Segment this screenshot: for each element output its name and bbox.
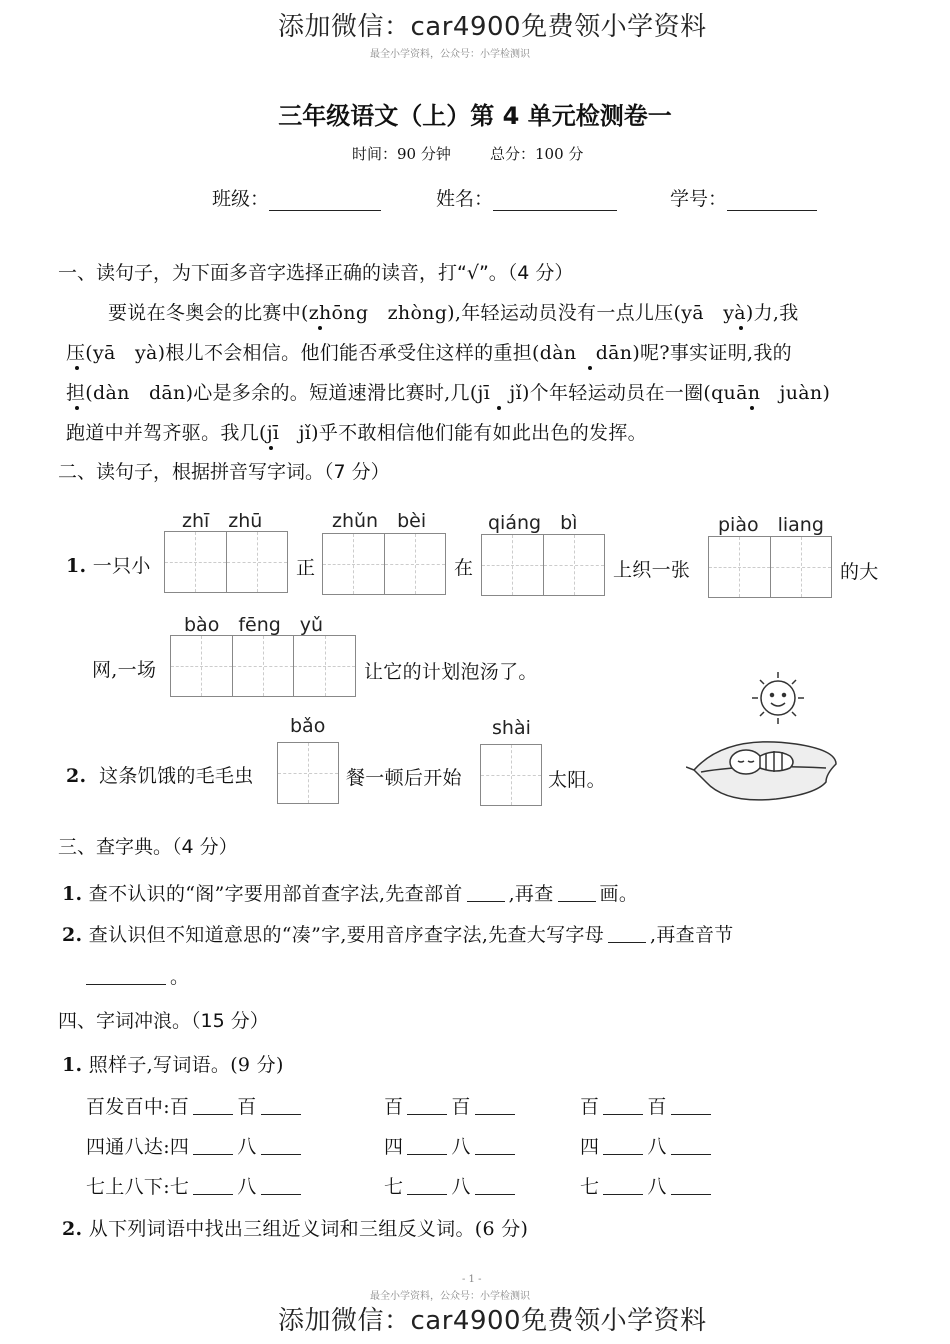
s4-q2: [62, 1214, 528, 1241]
s4-row-2: 四通八达:四 八: [86, 1132, 305, 1159]
watermark-top: 添加微信：car4900免费领小学资料: [278, 12, 707, 42]
word-blank[interactable]: [261, 1113, 301, 1115]
time-label: 时间：90 分钟: [352, 145, 451, 163]
s2-q2-part-c: 太阳。: [548, 769, 606, 791]
word-blank[interactable]: [261, 1153, 301, 1155]
emphasis-dot: [588, 366, 592, 370]
s2-q2-number: 2.: [66, 765, 87, 787]
name-blank[interactable]: [493, 209, 617, 211]
s3-q1: [62, 879, 638, 906]
s2-q1-number: 1.: [66, 555, 87, 577]
s3-q2-blank-letter[interactable]: [608, 941, 646, 943]
s2-q2-part-a: 这条饥饿的毛毛虫: [99, 765, 254, 787]
answer-box-baofengyu[interactable]: [170, 635, 356, 697]
s4-row-label: 百发百中:: [86, 1096, 170, 1118]
id-field: [670, 184, 817, 211]
s3-q1-number: 1.: [62, 883, 83, 905]
pinyin-shai: shài: [492, 717, 531, 739]
s3-q1-part-a: 查不认识的“阁”字要用部首查字法,先查部首: [88, 883, 463, 905]
word-blank[interactable]: [603, 1113, 643, 1115]
s3-q2-part-b: ,再查音节: [650, 924, 734, 946]
answer-box-piaoliang[interactable]: [708, 536, 832, 598]
s3-q1-blank-radical[interactable]: [467, 900, 505, 902]
s2-q1-part-a: 一只小: [92, 555, 151, 577]
sun-icon: [752, 672, 804, 724]
watermark-faint-top: 最全小学资料，公众号：小学检测识: [370, 49, 530, 60]
watermark-bottom: 添加微信：car4900免费领小学资料: [278, 1306, 707, 1336]
s4-row-1-b: 百 百: [384, 1092, 519, 1119]
word-blank[interactable]: [671, 1113, 711, 1115]
word-blank[interactable]: [193, 1193, 233, 1195]
s3-q2-blank-syllable[interactable]: [86, 983, 166, 985]
s1-line4: 跑道中并驾齐驱。我几(jī jǐ)乎不敢相信他们能有如此出色的发挥。: [66, 422, 647, 444]
id-label: 学号：: [670, 188, 728, 210]
word-blank[interactable]: [193, 1113, 233, 1115]
s4-row-label: 七上八下:: [86, 1176, 170, 1198]
section4-heading: 四、字词冲浪。（15 分）: [58, 1010, 269, 1032]
name-field: [436, 184, 617, 211]
s2-q1-part-e: 的大: [840, 561, 879, 583]
s2-q1-part-b: 正: [296, 557, 316, 579]
s4-row-label: 四通八达:: [86, 1136, 170, 1158]
pinyin-zhunbei: zhǔn bèi: [332, 510, 427, 532]
word-blank[interactable]: [603, 1153, 643, 1155]
s3-q2-line2: [86, 962, 189, 989]
s4-row-3: 七上八下:七 八: [86, 1172, 305, 1199]
pinyin-bao: bǎo: [290, 715, 326, 737]
total-score-label: 总分：100 分: [490, 145, 584, 163]
s2-q2-part-b: 餐一顿后开始: [346, 767, 462, 789]
s2-q2-text: [66, 761, 254, 788]
s4-row-1-c: 百 百: [580, 1092, 715, 1119]
s3-q2-number: 2.: [62, 924, 83, 946]
pinyin-qiangbi: qiáng bì: [488, 512, 578, 534]
word-blank[interactable]: [475, 1193, 515, 1195]
pinyin-baofengyu: bào fēng yǔ: [184, 614, 324, 636]
s4-row-1: 百发百中:百 百: [86, 1092, 305, 1119]
s1-line1: 要说在冬奥会的比赛中(zhōng zhòng),年轻运动员没有一点儿压(yā yà)力,我: [108, 302, 799, 324]
s3-q2: [62, 920, 734, 947]
s1-line3: 担(dàn dān)心是多余的。短道速滑比赛时,几(jī jǐ)个年轻运动员在一圈(quān juàn): [66, 382, 831, 404]
word-blank[interactable]: [671, 1193, 711, 1195]
s3-q1-part-c: 画。: [599, 883, 639, 905]
word-blank[interactable]: [261, 1193, 301, 1195]
word-blank[interactable]: [407, 1153, 447, 1155]
word-blank[interactable]: [407, 1193, 447, 1195]
answer-box-bao[interactable]: [277, 742, 339, 804]
emphasis-dot: [75, 366, 79, 370]
s2-q1-part-d: 上织一张: [613, 559, 691, 581]
s4-row-2-b: 四 八: [384, 1132, 519, 1159]
section3-heading: 三、查字典。（4 分）: [58, 836, 238, 858]
word-blank[interactable]: [475, 1153, 515, 1155]
s4-q1-number: 1.: [62, 1054, 83, 1076]
word-blank[interactable]: [475, 1113, 515, 1115]
pinyin-zhizhu: zhī zhū: [182, 510, 263, 532]
sun-and-caterpillar-illustration: [686, 664, 846, 814]
answer-box-shai[interactable]: [480, 744, 542, 806]
section1-heading: 一、读句子，为下面多音字选择正确的读音，打“√”。（4 分）: [58, 262, 574, 284]
name-label: 姓名：: [436, 188, 494, 210]
emphasis-dot: [318, 326, 322, 330]
s3-q2-part-a: 查认识但不知道意思的“凑”字,要用音序查字法,先查大写字母: [88, 924, 604, 946]
emphasis-dot: [750, 406, 754, 410]
page-title: 三年级语文（上）第 4 单元检测卷一: [278, 102, 672, 130]
s2-q1-part-g: 让它的计划泡汤了。: [364, 661, 538, 683]
s2-q1-part-f: 网,一场: [92, 659, 157, 681]
s4-row-3-c: 七 八: [580, 1172, 715, 1199]
pinyin-piaoliang: piào liang: [718, 514, 824, 536]
word-blank[interactable]: [193, 1153, 233, 1155]
answer-box-zhunbei[interactable]: [322, 533, 446, 595]
word-blank[interactable]: [407, 1113, 447, 1115]
s4-q1-text: 照样子,写词语。(9 分): [88, 1054, 284, 1076]
leaf-with-caterpillar-icon: [686, 742, 836, 800]
s3-q1-part-b: ,再查: [508, 883, 554, 905]
emphasis-dot: [739, 326, 743, 330]
emphasis-dot: [497, 406, 501, 410]
s4-row-2-c: 四 八: [580, 1132, 715, 1159]
watermark-faint-bottom: 最全小学资料，公众号：小学检测识: [370, 1291, 530, 1302]
emphasis-dot: [75, 406, 79, 410]
s4-q1: [62, 1050, 284, 1077]
s1-line2: 压(yā yà)根儿不会相信。他们能否承受住这样的重担(dàn dān)呢?事实证明,我的: [66, 342, 792, 364]
word-blank[interactable]: [671, 1153, 711, 1155]
s2-q1-text: [66, 551, 151, 578]
answer-box-qiangbi[interactable]: [481, 534, 605, 596]
answer-box-zhizhu[interactable]: [164, 531, 288, 593]
emphasis-dot: [269, 446, 273, 450]
s4-row-3-b: 七 八: [384, 1172, 519, 1199]
page-number: - 1 -: [462, 1274, 482, 1285]
section2-heading: 二、读句子，根据拼音写字词。（7 分）: [58, 461, 390, 483]
class-field: [212, 184, 381, 211]
s3-q2-part-c: 。: [170, 966, 190, 988]
s3-q1-blank-strokes[interactable]: [558, 900, 596, 902]
id-blank[interactable]: [727, 209, 817, 211]
s4-q2-number: 2.: [62, 1218, 83, 1240]
class-label: 班级：: [212, 188, 270, 210]
word-blank[interactable]: [603, 1193, 643, 1195]
s4-q2-text: 从下列词语中找出三组近义词和三组反义词。(6 分): [88, 1218, 529, 1240]
class-blank[interactable]: [269, 209, 381, 211]
s2-q1-part-c: 在: [454, 557, 474, 579]
